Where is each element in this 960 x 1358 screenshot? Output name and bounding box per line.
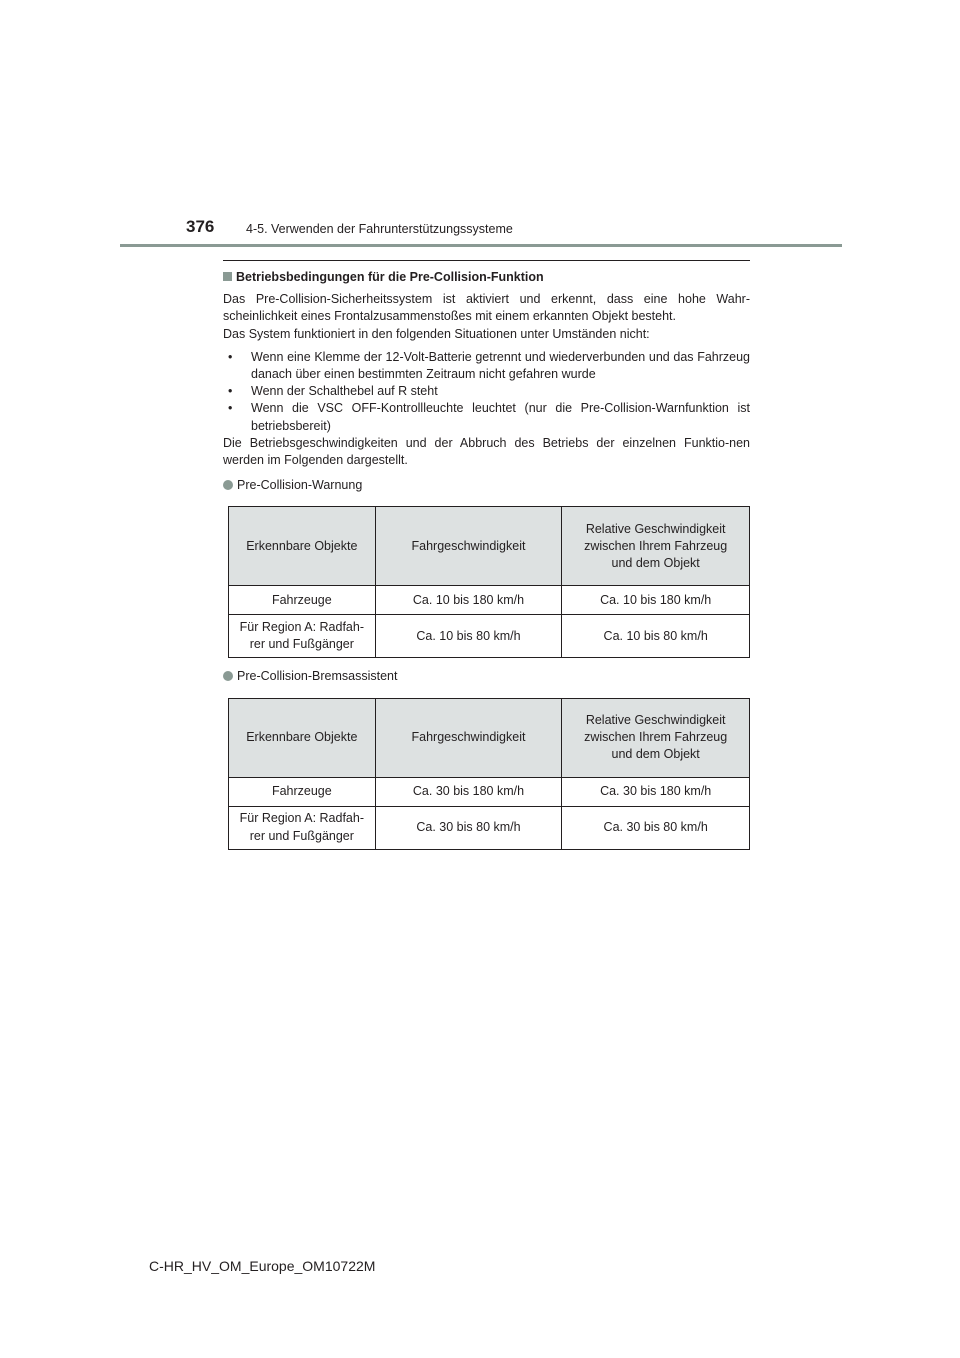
subsection-title: Pre-Collision-Bremsassistent	[237, 669, 398, 684]
list-item-text: Wenn eine Klemme der 12-Volt-Batterie getrennt und wiederverbunden und das Fahrzeug danach über einen bestimmten Zeitraum nicht gefahren wurde	[251, 349, 750, 382]
list-item	[223, 383, 750, 400]
list-item	[223, 400, 750, 434]
section-title: Betriebsbedingungen für die Pre-Collision-Funktion	[236, 270, 544, 284]
table-cell: Ca. 30 bis 80 km/h	[375, 806, 562, 849]
table-cell: Ca. 10 bis 180 km/h	[375, 586, 562, 615]
table-header-cell: Erkennbare Objekte	[229, 698, 376, 777]
table-cell: Ca. 10 bis 180 km/h	[562, 586, 750, 615]
list-item-text: Wenn der Schalthebel auf R steht	[251, 384, 438, 399]
paragraph-1: Das Pre-Collision-Sicherheitssystem ist aktiviert und erkennt, dass eine hohe Wahr-scheinlichkeit eines Frontalzusammenstoßes mit einem erkannten Objekt besteht.	[223, 292, 750, 324]
table-cell: Ca. 10 bis 80 km/h	[562, 615, 750, 658]
table-row	[229, 806, 750, 849]
table-header-row	[229, 698, 750, 777]
circle-bullet-icon	[223, 671, 233, 681]
brake-table	[228, 698, 750, 850]
footer-doc-id: C-HR_HV_OM_Europe_OM10722M	[149, 1258, 376, 1274]
section-rule	[223, 260, 750, 261]
bullet-dot-icon: •	[228, 384, 233, 399]
list-item	[223, 349, 750, 383]
chapter-title: 4-5. Verwenden der Fahrunterstützungssysteme	[246, 222, 513, 236]
page-number: 376	[186, 217, 215, 236]
table-header-row	[229, 507, 750, 586]
table-cell: Fahrzeuge	[229, 586, 376, 615]
paragraph-2: Das System funktioniert in den folgenden Situationen unter Umständen nicht:	[223, 326, 650, 341]
table-cell: Für Region A: Radfah-rer und Fußgänger	[229, 615, 376, 658]
square-bullet-icon	[223, 272, 232, 281]
table-header-cell: Relative Geschwindigkeit zwischen Ihrem Fahrzeug und dem Objekt	[562, 507, 750, 586]
subsection-title: Pre-Collision-Warnung	[237, 478, 363, 493]
table-row	[229, 586, 750, 615]
subsection-warning-heading	[223, 477, 750, 494]
table-cell: Fahrzeuge	[229, 777, 376, 806]
table-row	[229, 777, 750, 806]
warning-table	[228, 506, 750, 658]
table-header-cell: Fahrgeschwindigkeit	[375, 507, 562, 586]
paragraph-3: Die Betriebsgeschwindigkeiten und der Abbruch des Betriebs der einzelnen Funktio-nen werden im Folgenden dargestellt.	[223, 435, 750, 468]
list-item-text: Wenn die VSC OFF-Kontrollleuchte leuchtet (nur die Pre-Collision-Warnfunktion ist betriebsbereit)	[251, 401, 750, 433]
table-header-cell: Fahrgeschwindigkeit	[375, 698, 562, 777]
table-cell: Ca. 30 bis 180 km/h	[562, 777, 750, 806]
table-cell: Ca. 30 bis 180 km/h	[375, 777, 562, 806]
table-header-cell: Erkennbare Objekte	[229, 507, 376, 586]
bullet-dot-icon: •	[228, 401, 233, 416]
section-heading	[223, 269, 750, 286]
table-header-cell: Relative Geschwindigkeit zwischen Ihrem Fahrzeug und dem Objekt	[562, 698, 750, 777]
condition-list	[223, 349, 750, 435]
circle-bullet-icon	[223, 480, 233, 490]
table-row	[229, 615, 750, 658]
table-cell: Für Region A: Radfah-rer und Fußgänger	[229, 806, 376, 849]
subsection-brake-heading	[223, 668, 750, 685]
main-content	[223, 269, 750, 850]
table-cell: Ca. 30 bis 80 km/h	[562, 806, 750, 849]
table-cell: Ca. 10 bis 80 km/h	[375, 615, 562, 658]
header-rule	[120, 244, 842, 247]
bullet-dot-icon: •	[228, 349, 233, 364]
